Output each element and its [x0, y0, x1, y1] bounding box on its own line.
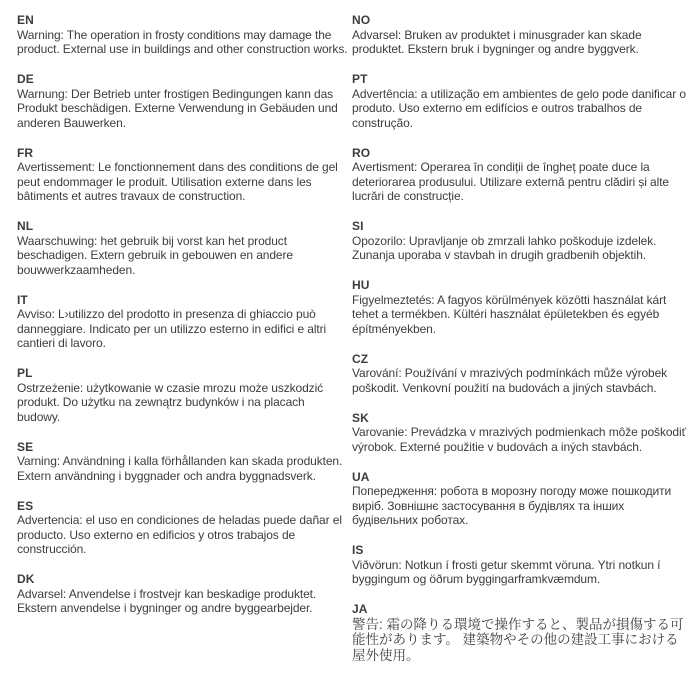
- lang-section-pl: [17, 366, 350, 440]
- lang-section-ja: [352, 602, 688, 679]
- warning-text: Avertissement: Le fonctionnement dans des conditions de gel peut endommager le produit. Utilisation externe dans les bâtiments et autres travaux de construction.: [17, 160, 338, 203]
- warning-text: Varning: Användning i kalla förhållanden kan skada produkten. Extern användning i byggnader och andra byggnadsverk.: [17, 454, 343, 483]
- warning-text: Opozorilo: Upravljanje ob zmrzali lahko poškoduje izdelek. Zunanja uporaba v stavbah in drugih gradbenih objektih.: [352, 233, 657, 262]
- lang-section-de: [17, 72, 350, 146]
- warning-text: Ostrzeżenie: użytkowanie w czasie mrozu może uszkodzić produkt. Do użytku na zewnątrz budynków i na placach budowy.: [17, 380, 324, 424]
- lang-section-nl: [17, 219, 350, 293]
- warning-text: Advarsel: Anvendelse i frostvejr kan beskadige produktet. Ekstern anvendelse i bygninger og andre byggearbejder.: [17, 586, 317, 615]
- language-code-label: IT: [17, 292, 28, 307]
- language-code-label: FR: [17, 145, 34, 160]
- right-column: [352, 13, 688, 700]
- lang-section-es: [17, 499, 350, 573]
- language-code-label: DE: [17, 72, 34, 86]
- language-code-label: NO: [352, 13, 371, 27]
- lang-section-si: [352, 219, 688, 278]
- warning-text: Figyelmeztetés: A fagyos körülmények közötti használat kárt tehet a termékben. Kültéri használat épületekben és egyéb építményekben.: [352, 292, 667, 336]
- language-code-label: SI: [352, 219, 364, 233]
- language-code-label: JA: [352, 602, 368, 616]
- lang-section-it: [17, 293, 350, 367]
- language-code-label: SE: [17, 439, 34, 454]
- warning-text: Advarsel: Bruken av produktet i minusgrader kan skade produktet. Ekstern bruk i bygninger og andre byggverk.: [352, 27, 642, 56]
- language-code-label: PT: [352, 72, 368, 86]
- lang-section-pt: [352, 72, 688, 146]
- warning-text: Advertência: a utilização em ambientes de gelo pode danificar o produto. Uso externo em edifícios e outros trabalhos de construção.: [352, 86, 686, 130]
- lang-section-ro: [352, 146, 688, 220]
- language-code-label: NL: [17, 219, 34, 233]
- warning-text: Advertencia: el uso en condiciones de heladas puede dañar el producto. Uso externo en edificios y otros trabajos de construcción.: [17, 513, 342, 556]
- warning-text: Viðvörun: Notkun í frosti getur skemmt vöruna. Ytri notkun í byggingum og öðrum byggingarframkvæmdum.: [352, 557, 661, 586]
- lang-section-is: [352, 543, 688, 602]
- lang-section-dk: [17, 572, 350, 631]
- language-code-label: CZ: [352, 351, 369, 366]
- lang-section-ua: [352, 470, 688, 544]
- warning-text: Warning: The operation in frosty conditions may damage the product. External use in buildings and other construction works.: [17, 27, 348, 56]
- lang-section-se: [17, 440, 350, 499]
- warning-text: Avviso: L›utilizzo del prodotto in presenza di ghiaccio può danneggiare. Indicato per un utilizzo esterno in edifici e altri cantieri di lavoro.: [17, 307, 327, 350]
- lang-section-en: [17, 13, 350, 72]
- warning-text: Попередження: робота в морозну погоду може пошкодити виріб. Зовнішнє застосування в будівлях та інших будівельних роботах.: [352, 484, 672, 527]
- left-column: [17, 13, 350, 700]
- lang-section-no: [352, 13, 688, 72]
- warning-text: Waarschuwing: het gebruik bij vorst kan het product beschadigen. Extern gebruik in gebouwen en andere bouwwerkzaamheden.: [17, 233, 293, 277]
- language-code-label: RO: [352, 145, 371, 160]
- lang-section-cz: [352, 352, 688, 411]
- language-code-label: HU: [352, 278, 370, 292]
- language-code-label: IS: [352, 543, 364, 557]
- warning-text: Warnung: Der Betrieb unter frostigen Bedingungen kann das Produkt beschädigen. Externe Verwendung in Gebäuden und anderen Bauwerken.: [17, 86, 338, 130]
- lang-section-hu: [352, 278, 688, 352]
- language-code-label: EN: [17, 13, 34, 27]
- warning-text: Varovanie: Prevádzka v mrazivých podmienkach môže poškodiť výrobok. Externé použitie v budovách a iných stavbách.: [352, 425, 686, 454]
- warning-text: 警告: 霜の降りる環境で操作すると、製品が損傷する可能性があります。 建築物やその他の建設工事における屋外使用。: [352, 616, 684, 663]
- language-code-label: ES: [17, 498, 34, 513]
- language-code-label: DK: [17, 572, 35, 586]
- language-code-label: UA: [352, 469, 370, 484]
- warning-text: Varování: Používání v mrazivých podmínkách může výrobek poškodit. Venkovní použití na budovách a jiných stavbách.: [352, 366, 668, 395]
- language-code-label: SK: [352, 410, 369, 425]
- warning-text: Avertisment: Operarea în condiții de îngheț poate duce la deteriorarea produsului. Utilizare externă pentru clădiri și alte lucrări de construcție.: [352, 160, 669, 203]
- lang-section-sk: [352, 411, 688, 470]
- lang-section-fr: [17, 146, 350, 220]
- language-code-label: PL: [17, 366, 33, 380]
